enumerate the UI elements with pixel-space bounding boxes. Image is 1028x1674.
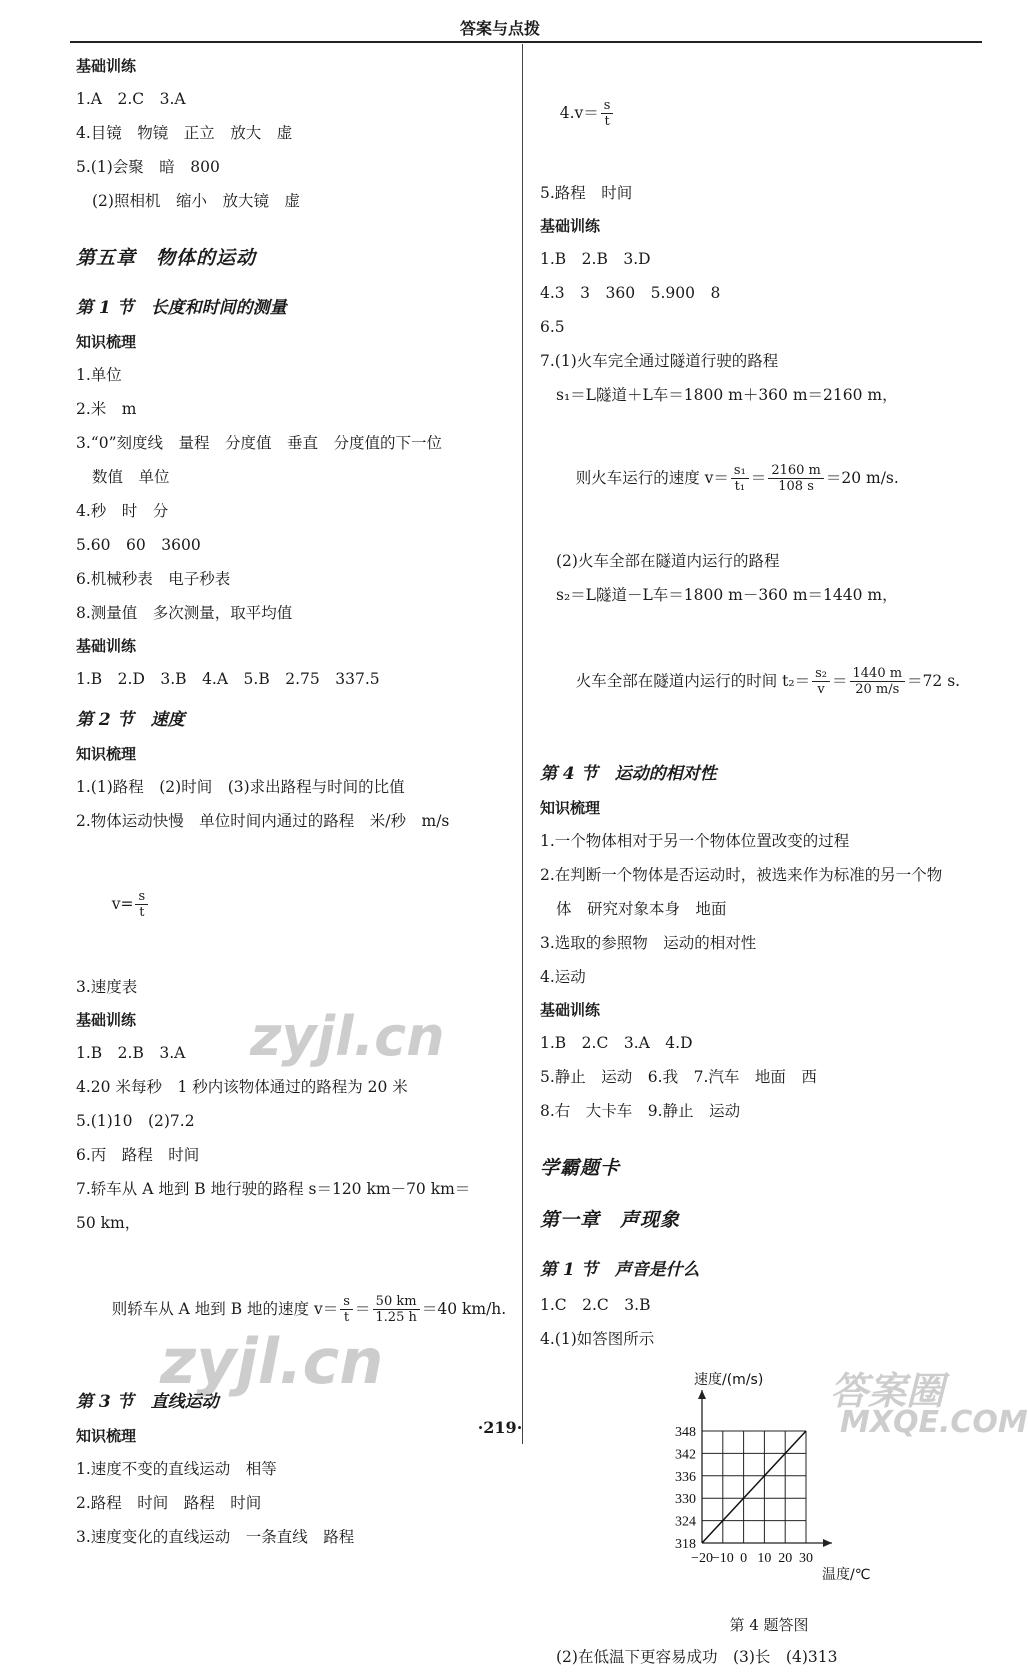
fraction bbox=[731, 463, 749, 494]
part-title: 学霸题卡 bbox=[540, 1157, 621, 1179]
answer-line: 8.右 大卡车 9.静止 运动 bbox=[540, 1102, 741, 1120]
section-title: 第 4 节 运动的相对性 bbox=[540, 764, 717, 784]
equals-sign: ＝ bbox=[750, 469, 767, 487]
header-rule bbox=[70, 41, 982, 43]
section-title: 第 3 节 直线运动 bbox=[76, 1392, 219, 1412]
answer-line: 2.路程 时间 路程 时间 bbox=[76, 1494, 262, 1512]
answer-line: 50 km， bbox=[76, 1214, 141, 1232]
fraction bbox=[340, 1294, 353, 1325]
numerator: 50 km bbox=[373, 1294, 420, 1310]
denominator: t bbox=[604, 113, 610, 129]
answer-line: (2)火车全部在隧道内运行的路程 bbox=[556, 552, 780, 570]
answer-line: 5.路程 时间 bbox=[540, 184, 633, 202]
answer-line: 4.运动 bbox=[540, 968, 586, 986]
section-title: 第 1 节 长度和时间的测量 bbox=[76, 298, 287, 318]
formula-text: 则轿车从 A 地到 B 地的速度 v＝ bbox=[111, 1300, 339, 1318]
x-axis-label: 温度/℃ bbox=[822, 1567, 871, 1583]
y-axis-label: 速度/(m/s) bbox=[694, 1372, 764, 1388]
answer-line: 5.60 60 3600 bbox=[76, 536, 201, 554]
answer-line: 7.(1)火车完全通过隧道行驶的路程 bbox=[540, 352, 779, 370]
denominator: v bbox=[817, 681, 825, 697]
answer-line: 4.3 3 360 5.900 8 bbox=[540, 284, 721, 302]
y-tick-label: 318 bbox=[675, 1537, 696, 1552]
answer-line: 1.单位 bbox=[76, 366, 122, 384]
answer-line: 5.(1)会聚 暗 800 bbox=[76, 158, 220, 176]
x-tick-label: −10 bbox=[711, 1551, 734, 1566]
equals-sign: ＝ bbox=[831, 672, 848, 690]
fraction bbox=[135, 889, 148, 920]
train-time-formula bbox=[576, 658, 960, 704]
speed-formula bbox=[112, 882, 150, 926]
answer-line: 2.米 m bbox=[76, 400, 137, 418]
formula-lhs: 4.v＝ bbox=[559, 104, 599, 122]
subheading: 知识梳理 bbox=[76, 333, 137, 351]
answer-line: 1.一个物体相对于另一个物体位置改变的过程 bbox=[540, 832, 850, 850]
answer-line: 6.机械秒表 电子秒表 bbox=[76, 570, 231, 588]
x-tick-label: 30 bbox=[799, 1551, 813, 1566]
x-axis-arrow bbox=[823, 1539, 832, 1547]
answer-line: 6.5 bbox=[540, 318, 565, 336]
denominator: t bbox=[139, 904, 145, 920]
watermark: 答案圈 bbox=[830, 1369, 945, 1413]
numerator: 2160 m bbox=[768, 463, 824, 479]
answer-line: 3.速度表 bbox=[76, 978, 138, 996]
answer-line: 2.物体运动快慢 单位时间内通过的路程 米/秒 m/s bbox=[76, 812, 450, 830]
answer-line: (2)在低温下更容易成功 (3)长 (4)313 bbox=[556, 1648, 838, 1666]
subheading: 知识梳理 bbox=[76, 1427, 137, 1445]
formula-line bbox=[76, 838, 516, 970]
numerator: s bbox=[340, 1294, 353, 1310]
answer-line: 4.目镜 物镜 正立 放大 虚 bbox=[76, 124, 293, 142]
subheading: 基础训练 bbox=[76, 637, 137, 655]
y-tick-label: 342 bbox=[675, 1447, 696, 1463]
figure-caption: 第 4 题答图 bbox=[729, 1616, 809, 1634]
numerator: s₂ bbox=[812, 666, 830, 682]
subheading: 知识梳理 bbox=[540, 799, 601, 817]
page-header: 答案与点拨 bbox=[459, 19, 540, 38]
formula-line bbox=[540, 412, 988, 544]
formula-text: 则火车运行的速度 v＝ bbox=[575, 469, 729, 487]
answer-line: 5.(1)10 (2)7.2 bbox=[76, 1112, 195, 1130]
answer-line: 4.20 米每秒 1 秒内该物体通过的路程为 20 米 bbox=[76, 1078, 408, 1096]
watermark: zyjl.cn bbox=[250, 1005, 445, 1068]
answer-line: 1.(1)路程 (2)时间 (3)求出路程与时间的比值 bbox=[76, 778, 405, 796]
subheading: 基础训练 bbox=[76, 57, 137, 75]
answer-line: 4.(1)如答图所示 bbox=[540, 1330, 655, 1348]
answer-line: 1.速度不变的直线运动 相等 bbox=[76, 1460, 277, 1478]
formula-result: ＝40 km/h. bbox=[421, 1300, 507, 1318]
x-tick-label: 10 bbox=[757, 1551, 772, 1566]
denominator: t bbox=[343, 1309, 350, 1325]
fraction bbox=[372, 1294, 419, 1325]
answer-line: (2)照相机 缩小 放大镜 虚 bbox=[92, 192, 300, 210]
subheading: 知识梳理 bbox=[76, 745, 137, 763]
answer-line: 3.“0”刻度线 量程 分度值 垂直 分度值的下一位 bbox=[76, 434, 442, 452]
section-title: 第 1 节 声音是什么 bbox=[540, 1260, 700, 1280]
formula-line bbox=[540, 50, 988, 176]
answer-line: s₂＝L隧道－L车＝1800 m－360 m＝1440 m， bbox=[556, 586, 898, 604]
y-tick-label: 324 bbox=[675, 1514, 696, 1530]
section-title: 第 2 节 速度 bbox=[76, 710, 185, 730]
y-tick-label: 348 bbox=[675, 1425, 696, 1440]
formula-text: 火车全部在隧道内运行的时间 t₂＝ bbox=[575, 672, 811, 690]
x-tick-label: 0 bbox=[740, 1551, 748, 1566]
answer-line: 3.速度变化的直线运动 一条直线 路程 bbox=[76, 1528, 355, 1546]
answer-line: 8.测量值 多次测量，取平均值 bbox=[76, 604, 293, 622]
fraction bbox=[812, 666, 830, 697]
answer-line: 1.C 2.C 3.B bbox=[540, 1296, 651, 1314]
formula-lhs: v= bbox=[111, 895, 134, 913]
watermark: MXQE.COM bbox=[840, 1405, 1028, 1440]
answer-line: 1.B 2.C 3.A 4.D bbox=[540, 1034, 693, 1052]
data-series-line bbox=[702, 1431, 806, 1543]
y-axis-arrow bbox=[698, 1390, 706, 1399]
fraction bbox=[850, 666, 906, 697]
answer-line: 1.B 2.B 3.D bbox=[540, 250, 651, 268]
numerator: 1440 m bbox=[850, 666, 906, 682]
answer-line: 1.B 2.B 3.A bbox=[76, 1044, 186, 1062]
answer-line: 体 研究对象本身 地面 bbox=[556, 900, 727, 918]
subheading: 基础训练 bbox=[76, 1011, 137, 1029]
subheading: 基础训练 bbox=[540, 217, 601, 235]
answer-line: 数值 单位 bbox=[92, 468, 170, 486]
speed-formula bbox=[560, 92, 616, 134]
fraction bbox=[768, 463, 824, 494]
y-tick-label: 336 bbox=[675, 1469, 696, 1485]
numerator: s₁ bbox=[731, 463, 749, 479]
numerator: s bbox=[135, 889, 148, 905]
denominator: t₁ bbox=[734, 478, 746, 494]
answer-line: 3.选取的参照物 运动的相对性 bbox=[540, 934, 757, 952]
answer-line: 1.A 2.C 3.A bbox=[76, 90, 186, 108]
answer-line: 6.丙 路程 时间 bbox=[76, 1146, 200, 1164]
answer-line: 7.轿车从 A 地到 B 地行驶的路程 s＝120 km－70 km＝ bbox=[76, 1180, 471, 1198]
fraction bbox=[601, 98, 614, 129]
answer-line: s₁＝L隧道＋L车＝1800 m＋360 m＝2160 m， bbox=[556, 386, 898, 404]
answer-line: 1.B 2.D 3.B 4.A 5.B 2.75 337.5 bbox=[76, 670, 380, 688]
column-divider bbox=[522, 44, 523, 1444]
denominator: 1.25 h bbox=[375, 1309, 417, 1325]
y-tick-label: 330 bbox=[675, 1492, 696, 1508]
answer-line: 2.在判断一个物体是否运动时，被选来作为标准的另一个物 bbox=[540, 866, 943, 884]
formula-result: ＝72 s. bbox=[907, 672, 961, 690]
chapter-title: 第五章 物体的运动 bbox=[76, 247, 257, 269]
subheading: 基础训练 bbox=[540, 1001, 601, 1019]
denominator: 20 m/s bbox=[855, 681, 900, 697]
answer-line: 5.静止 运动 6.我 7.汽车 地面 西 bbox=[540, 1068, 817, 1086]
denominator: 108 s bbox=[778, 478, 814, 494]
equals-sign: ＝ bbox=[354, 1300, 371, 1318]
x-tick-label: 20 bbox=[778, 1551, 793, 1566]
train-speed-formula bbox=[576, 456, 899, 500]
formula-result: ＝20 m/s. bbox=[825, 469, 899, 487]
answer-line: 4.秒 时 分 bbox=[76, 502, 169, 520]
formula-line bbox=[540, 612, 988, 750]
x-tick-label: −20 bbox=[691, 1551, 713, 1566]
chapter-title: 第一章 声现象 bbox=[540, 1209, 681, 1231]
page-number: ·219· bbox=[477, 1418, 523, 1437]
numerator: s bbox=[601, 98, 614, 114]
watermark: zyjl.cn bbox=[160, 1325, 384, 1398]
